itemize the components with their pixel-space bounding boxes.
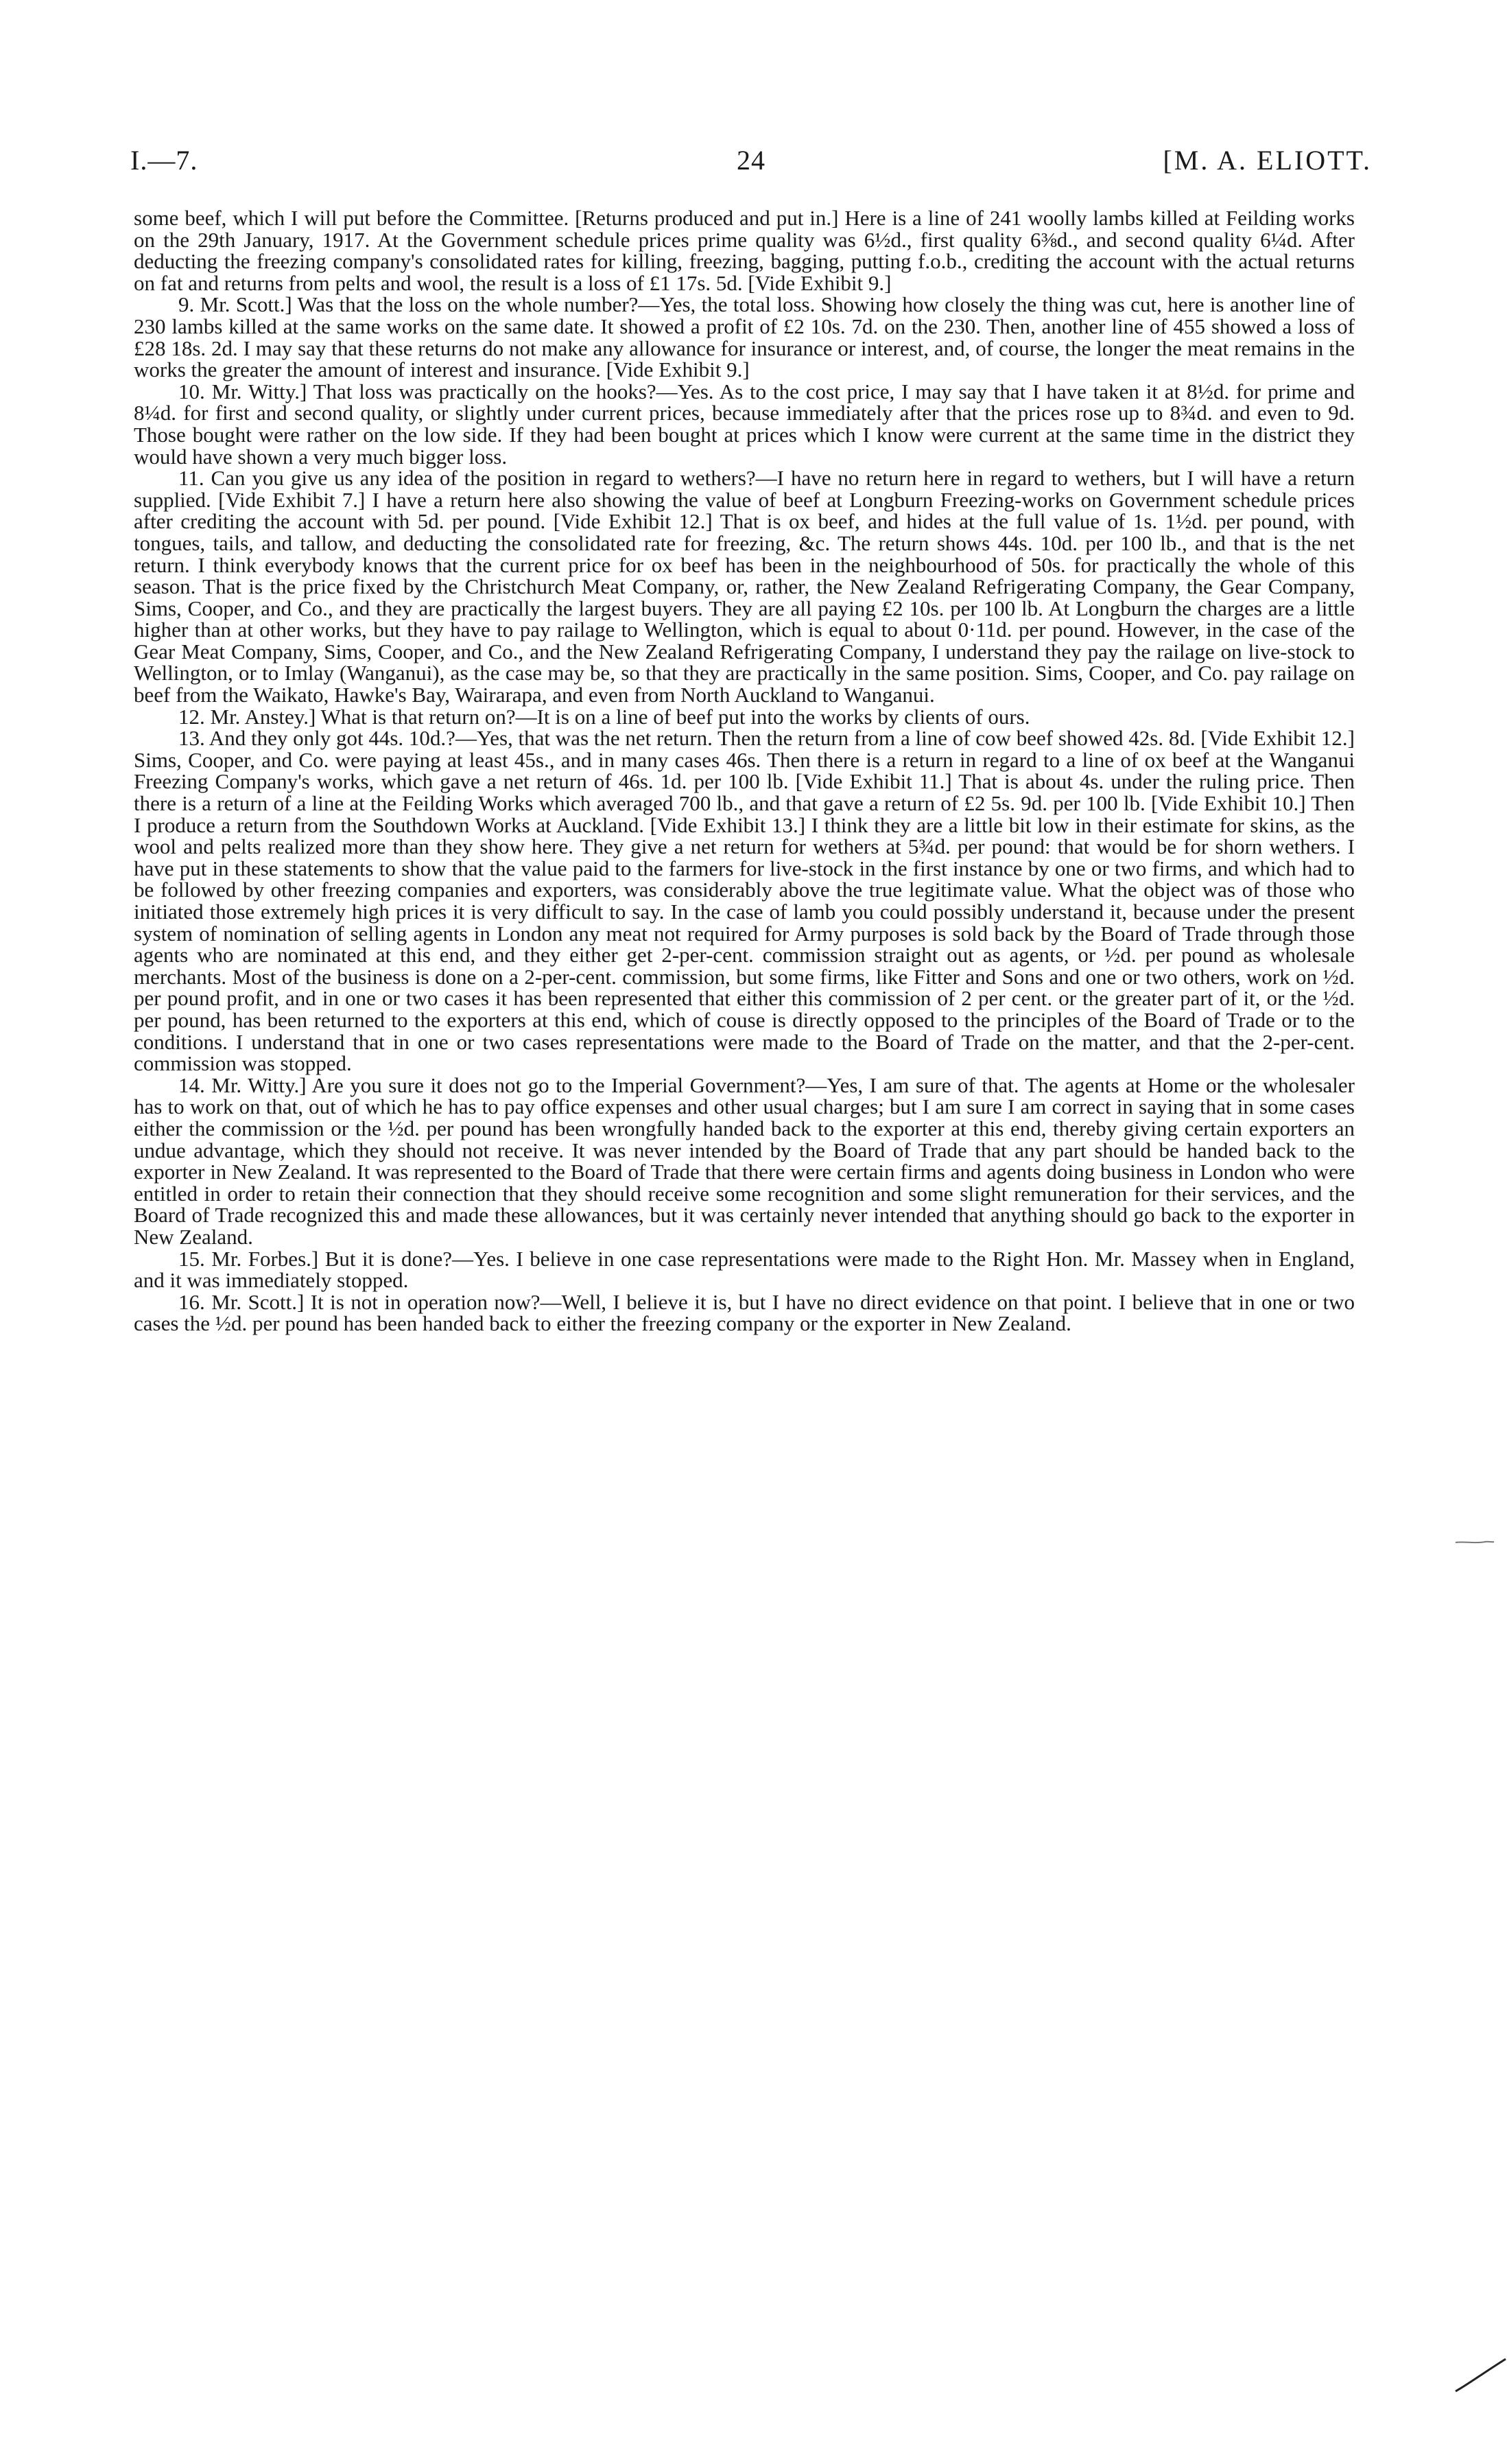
paragraph-continuation: some beef, which I will put before the Committee. [Returns produced and put in.] Here is a line of 241 woolly lambs killed at Feilding works on the 29th January, 1917. At the Government schedule prices prime quality was 6½d., first quality 6⅜d., and second quality 6¼d. After deducting the freezing company's consolidated rates for killing, freezing, bagging, putting f.o.b., crediting the account with the actual returns on fat and returns from pelts and wool, the result is a loss of £1 17s. 5d. [Vide Exhibit 9.] bbox=[134, 206, 1355, 295]
witness-name: [M. A. ELIOTT. bbox=[1163, 145, 1372, 176]
paragraph-q13: 13. And they only got 44s. 10d.?—Yes, that was the net return. Then the return from a line of cow beef showed 42s. 8d. [Vide Exhibit 12.] Sims, Cooper, and Co. were paying at least 45s., and in many cases 46s. Then there is a return in regard to a line of ox beef at the Wanganui Freezing Company's works, which gave a net return of 46s. 1d. per 100 lb. [Vide Exhibit 11.] That is about 4s. under the ruling price. Then there is a return of a line at the Feilding Works which averaged 700 lb., and that gave a return of £2 5s. 9d. per 100 lb. [Vide Exhibit 10.] Then I produce a return from the Southdown Works at Auckland. [Vide Exhibit 13.] I think they are a little bit low in their estimate for skins, as the wool and pelts realized more than they show here. They give a net return for wethers at 5¾d. per pound: that would be for shorn wethers. I have put in these statements to show that the value paid to the farmers for live-stock in the first instance by one or two firms, and which had to be followed by other freezing companies and exporters, was considerably above the true legitimate value. What the object was of those who initiated those extremely high prices it is very difficult to say. In the case of lamb you could possibly understand it, because under the present system of nomination of selling agents in London any meat not required for Army purposes is sold back by the Board of Trade through those agents who are nominated at this end, and they either get 2-per-cent. commission straight out as agents, or ½d. per pound as wholesale merchants. Most of the business is done on a 2-per-cent. commission, but some firms, like Fitter and Sons and one or two others, work on ½d. per pound profit, and in one or two cases it has been represented that either this commission of 2 per cent. or the greater part of it, or the ½d. per pound, has been returned to the exporters at this end, which of couse is directly opposed to the principles of the Board of Trade or to the conditions. I understand that in one or two cases representations were made to the Board of Trade on the matter, and that the 2-per-cent. commission was stopped. bbox=[134, 726, 1355, 1076]
paragraph-q14: 14. Mr. Witty.] Are you sure it does not go to the Imperial Government?—Yes, I am sure of that. The agents at Home or the wholesaler has to work on that, out of which he has to pay office expenses and other usual charges; but I am sure I am correct in saying that in some cases either the commission or the ½d. per pound has been wrongfully handed back to the exporter at this end, thereby giving certain exporters an undue advantage, which they should not receive. It was never intended by the Board of Trade that any part should be handed back to the exporter in New Zealand. It was represented to the Board of Trade that there were certain firms and agents doing business in London who were entitled in order to retain their connection that they should receive some recognition and some slight remuneration for their services, and the Board of Trade recognized this and made these allowances, but it was certainly never intended that anything should go back to the exporter in New Zealand. bbox=[134, 1072, 1355, 1249]
paragraph-q11: 11. Can you give us any idea of the position in regard to wethers?—I have no return here in regard to wethers, but I will have a return supplied. [Vide Exhibit 7.] I have a return here also showing the value of beef at Longburn Freezing-works on Government schedule prices after crediting the account with 5d. per pound. [Vide Exhibit 12.] That is ox beef, and hides at the full value of 1s. 1½d. per pound, with tongues, tails, and tallow, and deducting the consolidated rate for freezing, &c. The return shows 44s. 10d. per 100 lb., and that is the net return. I think everybody knows that the current price for ox beef has been in the neighbourhood of 50s. for practically the whole of this season. That is the price fixed by the Christchurch Meat Company, or, rather, the New Zealand Refrigerating Company, the Gear Company, Sims, Cooper, and Co., and they are practically the largest buyers. They are all paying £2 10s. per 100 lb. At Longburn the charges are a little higher than at other works, but they have to pay railage to Wellington, which is equal to about 0·11d. per pound. However, in the case of the Gear Meat Company, Sims, Cooper, and Co., and the New Zealand Refrigerating Company, I understand they pay the railage on live-stock to Wellington, or to Imlay (Wanganui), as the case may be, so that they are practically in the same position. Sims, Cooper, and Co. pay railage on beef from the Waikato, Hawke's Bay, Wairarapa, and even from North Auckland to Wanganui. bbox=[134, 466, 1355, 707]
document-reference: I.—7. bbox=[130, 145, 198, 176]
margin-pen-mark bbox=[1454, 1536, 1495, 1549]
page-header bbox=[130, 144, 1372, 185]
paragraph-q9: 9. Mr. Scott.] Was that the loss on the whole number?—Yes, the total loss. Showing how closely the thing was cut, here is another line of 230 lambs killed at the same works on the same date. It showed a profit of £2 10s. 7d. on the 230. Then, another line of 455 showed a loss of £28 18s. 2d. I may say that these returns do not make any allowance for insurance or interest, and, of course, the longer the meat remains in the works the greater the amount of interest and insurance. [Vide Exhibit 9.] bbox=[134, 292, 1355, 382]
margin-pen-stroke bbox=[1454, 2354, 1507, 2395]
paragraph-q10: 10. Mr. Witty.] That loss was practically on the hooks?—Yes. As to the cost price, I may say that I have taken it at 8½d. for prime and 8¼d. for first and second quality, or slightly under current prices, because immediately after that the prices rose up to 8¾d. and even to 9d. Those bought were rather on the low side. If they had been bought at prices which I know were current at the same time in the district they would have shown a very much bigger loss. bbox=[134, 379, 1355, 469]
paragraph-q16: 16. Mr. Scott.] It is not in operation now?—Well, I believe it is, but I have no direct evidence on that point. I believe that in one or two cases the ½d. per pound has been handed back to either the freezing company or the exporter in New Zealand. bbox=[134, 1289, 1355, 1336]
paragraph-q12: 12. Mr. Anstey.] What is that return on?—It is on a line of beef put into the works by clients of ours. bbox=[178, 704, 1030, 729]
page-number: 24 bbox=[737, 145, 766, 176]
body-text bbox=[134, 207, 1355, 1335]
paragraph-q15: 15. Mr. Forbes.] But it is done?—Yes. I believe in one case representations were made to the Right Hon. Mr. Massey when in England, and it was immediately stopped. bbox=[134, 1246, 1355, 1293]
